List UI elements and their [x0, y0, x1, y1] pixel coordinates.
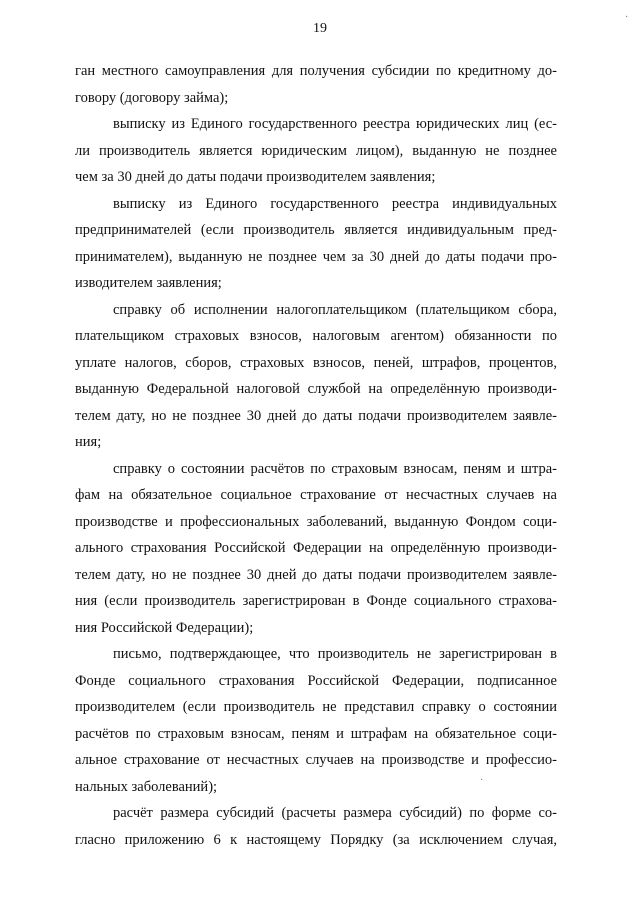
- text-line: телем дату, но не позднее 30 дней до даты подачи производителем заявле-: [75, 566, 557, 583]
- text-line: производителем (если производитель не представил справку о состоянии: [75, 699, 557, 715]
- text-line: расчёт размера субсидий (расчеты размера субсидий) по форме со-: [113, 805, 557, 821]
- text-line: предпринимателей (если производитель является индивидуальным пред-: [75, 222, 557, 238]
- text-line: говору (договору займа);: [75, 89, 229, 106]
- scan-speck: ·: [625, 12, 629, 23]
- text-line: справку об исполнении налогоплательщиком (плательщиком сбора,: [113, 301, 557, 318]
- text-line: выданную Федеральной налоговой службой на определённую производи-: [75, 381, 557, 397]
- text-line: фам на обязательное социальное страхование от несчастных случаев на: [75, 487, 557, 503]
- text-line: производстве и профессиональных заболеваний, выданную Фондом соци-: [75, 513, 557, 530]
- text-line: плательщиком страховых взносов, налоговым агентом) обязанности по: [75, 328, 557, 344]
- body-text: [75, 58, 557, 853]
- text-line: выписку из Единого государственного реестра индивидуальных: [113, 195, 557, 212]
- text-line: ния (если производитель зарегистрирован в Фонде социального страхова-: [75, 593, 557, 609]
- text-line: изводителем заявления;: [75, 275, 222, 291]
- text-line: письмо, подтверждающее, что производитель не зарегистрирован в: [113, 646, 557, 662]
- page-number: 19: [313, 21, 327, 36]
- text-line: принимателем), выданную не позднее чем за 30 дней до даты подачи про-: [75, 248, 557, 265]
- text-line: альное страхование от несчастных случаев на производстве и профессио-: [75, 752, 557, 768]
- text-line: ли производитель является юридическим лицом), выданную не позднее: [75, 142, 557, 159]
- text-line: Фонде социального страхования Российской Федерации, подписанное: [75, 672, 557, 689]
- text-line: ального страхования Российской Федерации на определённую производи-: [75, 540, 557, 556]
- scan-speck: ·: [480, 775, 484, 786]
- text-line: гласно приложению 6 к настоящему Порядку (за исключением случая,: [75, 831, 557, 848]
- text-line: справку о состоянии расчётов по страховым взносам, пеням и штра-: [113, 460, 557, 477]
- text-line: ния;: [75, 434, 102, 450]
- text-line: выписку из Единого государственного реестра юридических лиц (ес-: [113, 116, 557, 132]
- text-line: ган местного самоуправления для получения субсидии по кредитному до-: [75, 63, 557, 79]
- text-line: телем дату, но не позднее 30 дней до даты подачи производителем заявле-: [75, 407, 557, 424]
- text-line: уплате налогов, сборов, страховых взносов, пеней, штрафов, процентов,: [75, 354, 557, 371]
- text-line: расчётов по страховым взносам, пеням и штрафам на обязательное соци-: [75, 725, 557, 742]
- text-line: нальных заболеваний);: [75, 778, 218, 795]
- text-line: ния Российской Федерации);: [75, 619, 254, 636]
- text-line: чем за 30 дней до даты подачи производителем заявления;: [75, 169, 436, 185]
